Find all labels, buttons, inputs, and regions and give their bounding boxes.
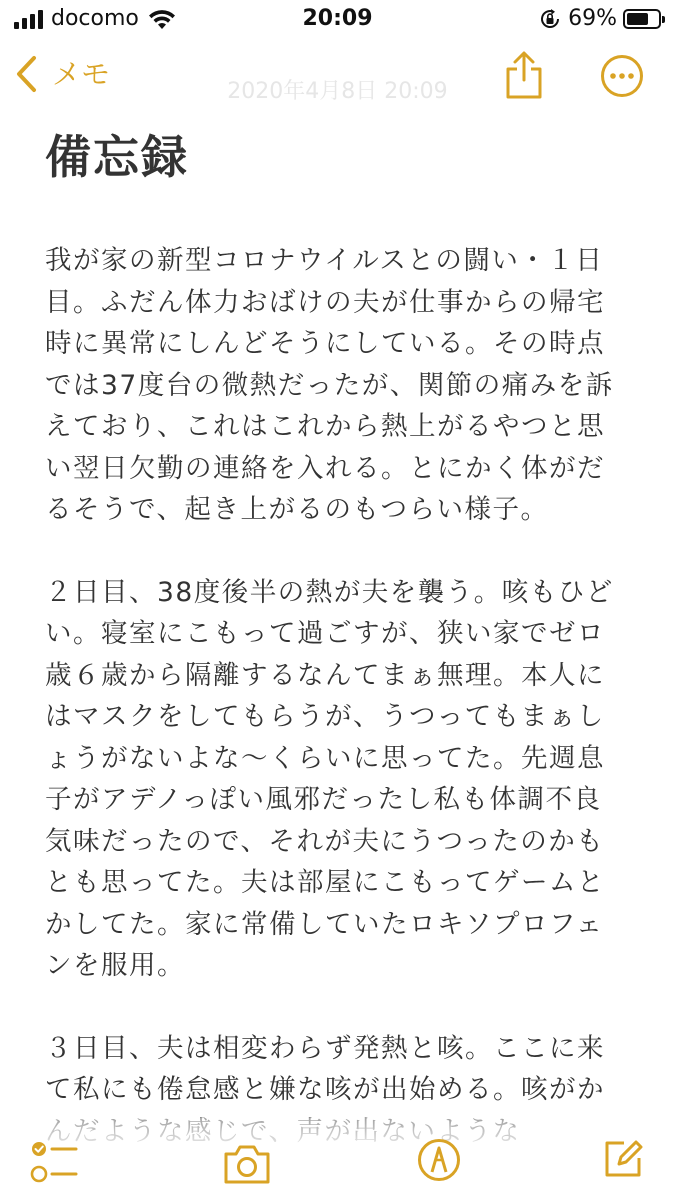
status-bar bbox=[0, 0, 675, 40]
note-body[interactable] bbox=[45, 124, 625, 1152]
camera-icon[interactable] bbox=[222, 1142, 272, 1186]
status-right bbox=[538, 6, 661, 32]
note-paragraph: ２日目、38度後半の熱が夫を襲う。咳もひど い。寝室にこもって過ごすが、狭い家でゼロ 歳６歳から隔離するなんてまぁ無理。本人に はマスクをしてもらうが、うつってもまぁし ょうがないよな〜くらいに思ってた。先週息 子がアデノっぽい風邪だったし私も体調不良 気味だったので、それが夫にうつったのかも とも思ってた。夫は部屋にこもってゲームと かしてた。家に常備していたロキソプロフェ ンを服用。 bbox=[45, 576, 614, 981]
note-paragraph: 我が家の新型コロナウイルスとの闘い・１日 目。ふだん体力おばけの夫が仕事からの帰宅 時に異常にしんどそうにしている。その時点 では37度台の微熱だったが、関節の痛みを訴 えており、これはこれから熱上がるやつと思 い翌日欠勤の連絡を入れる。とにかく体がだ るそうで、起き上がるのもつらい様子。 bbox=[45, 245, 614, 525]
note-title: 備忘録 bbox=[45, 130, 189, 184]
nav-bar bbox=[0, 44, 675, 108]
checklist-icon[interactable] bbox=[30, 1138, 78, 1186]
more-icon[interactable] bbox=[600, 54, 644, 98]
back-label: メモ bbox=[52, 57, 111, 91]
note-paragraph: ３日目、夫は相変わらず発熱と咳。ここに来 て私にも倦怠感と嫌な咳が出始める。咳がか bbox=[45, 1032, 605, 1105]
markup-pen-icon[interactable] bbox=[417, 1138, 461, 1182]
status-time: 20:09 bbox=[302, 6, 373, 31]
battery-nub bbox=[662, 16, 665, 23]
compose-icon[interactable] bbox=[602, 1138, 644, 1180]
battery-icon bbox=[623, 9, 661, 29]
orientation-lock-icon bbox=[538, 7, 562, 31]
battery-fill bbox=[627, 13, 648, 25]
note-date: 2020年4月8日 20:09 bbox=[227, 79, 448, 104]
battery-percent: 69% bbox=[568, 6, 617, 31]
share-icon[interactable] bbox=[503, 50, 545, 100]
carrier-name: docomo bbox=[51, 6, 139, 31]
bottom-toolbar bbox=[0, 1118, 675, 1200]
